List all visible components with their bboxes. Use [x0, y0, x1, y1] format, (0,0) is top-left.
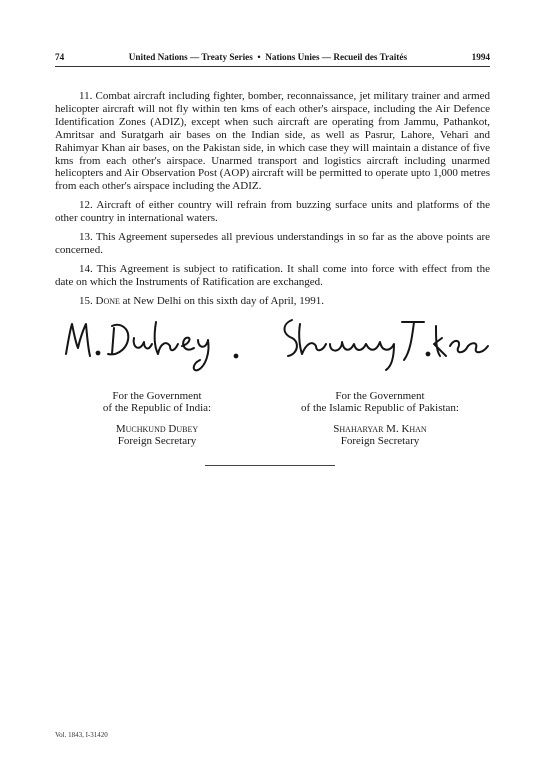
signature-india [66, 322, 237, 370]
pakistan-government-line1: For the Government [335, 390, 425, 402]
header-rule [55, 66, 490, 67]
india-government-line1: For the Government [112, 390, 202, 402]
running-title-bullet: • [257, 52, 261, 62]
paragraph-13: 13. This Agreement supersedes all previous understandings in so far as the above points are concerned. [55, 231, 490, 256]
handwritten-signatures [60, 316, 500, 374]
india-signatory-title: Foreign Secretary [117, 435, 197, 448]
pakistan-signatory-name: Shaharyar M. Khan [333, 422, 427, 435]
end-rule [205, 465, 335, 466]
paragraph-15 [55, 295, 490, 308]
paragraph-15-text: at New Delhi on this sixth day of April, 1991. [122, 294, 324, 307]
signatures [60, 316, 500, 374]
pakistan-government-line2: of the Islamic Republic of Pakistan: [301, 402, 459, 415]
running-title-french: Nations Unies — Recueil des Traités [265, 52, 408, 62]
india-government-line2: of the Republic of India: [102, 402, 212, 415]
page-footer: Vol. 1843, I-31420 [55, 731, 108, 739]
running-title-english: United Nations — Treaty Series [128, 52, 253, 62]
page-header [55, 50, 490, 64]
paragraph-11: 11. Combat aircraft including fighter, bomber, reconnaissance, jet military trainer and armed helicopter aircraft will not fly within ten kms of each other's airspace, including the Air Defence Identification Zones (ADIZ), except when such aircraft are operating from Jammu, Pathankot, Amritsar and Suratgarh air bases on the Indian side, as well as Pasrur, Lahore, Vehari and Rahimyar Khan air bases, on the Pakistan side, in which case they will maintain a distance of five kms from each other's airspace. Unarmed transport and logistics aircraft including unarmed helicopters and Air Observation Post (AOP) aircraft will be permitted to operate upto 1,000 metres from each other's airspace including the ADIZ. [55, 90, 490, 193]
paragraph-12: 12. Aircraft of either country will refrain from buzzing surface units and platforms of the other country in international waters. [55, 199, 490, 225]
page-number: 74 [55, 52, 65, 62]
paragraph-14: 14. This Agreement is subject to ratification. It shall come into force with effect from the date on which the Instruments of Ratification are exchanged. [55, 262, 490, 288]
india-signatory-name: Muchkund Dubey [115, 422, 199, 435]
running-title [64, 52, 471, 62]
done-word: Done [95, 294, 120, 307]
signature-pakistan [285, 320, 489, 370]
signatory-block-india [52, 390, 262, 448]
signatory-block-pakistan [275, 390, 485, 448]
pakistan-signatory-title: Foreign Secretary [340, 435, 420, 448]
agreement-body [55, 90, 490, 308]
paragraph-15-number: 15. [79, 294, 93, 307]
header-year: 1994 [471, 52, 490, 62]
